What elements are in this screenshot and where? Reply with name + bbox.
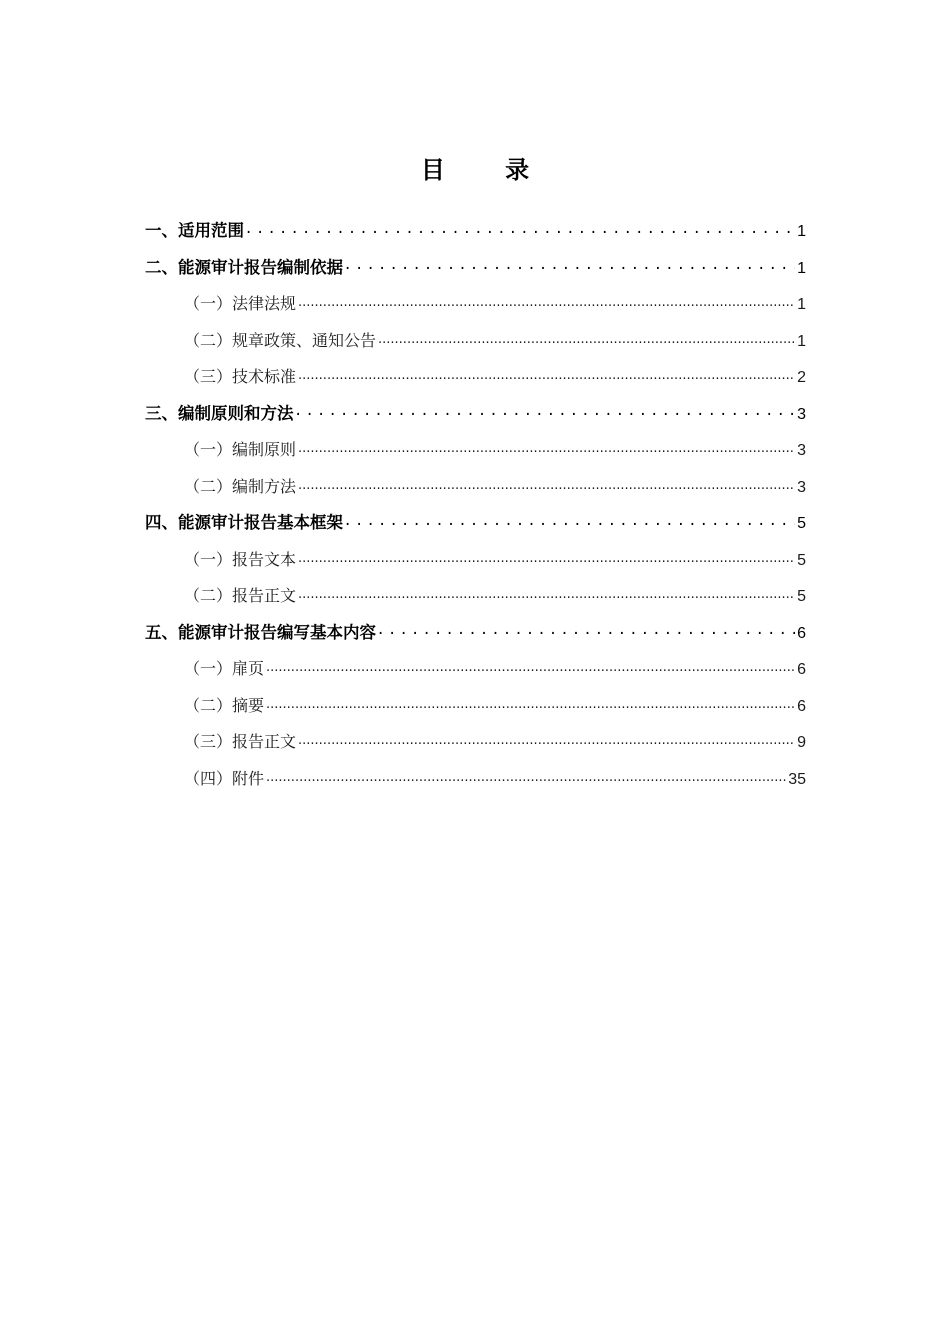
toc-entry-section-4-1[interactable] (145, 542, 806, 579)
toc-entry-text: （一）报告文本 (184, 549, 297, 569)
table-of-contents (145, 213, 806, 797)
toc-entry-text: （一）法律法规 (184, 294, 297, 313)
toc-entry-text: 三、编制原则和方法 (145, 403, 294, 423)
toc-dot-leader (298, 439, 795, 455)
toc-dot-leader (296, 402, 796, 419)
toc-entry-text: （二）规章政策、通知公告 (184, 330, 377, 350)
toc-title: 目 录 (420, 156, 556, 184)
toc-entry-text: 四、能源审计报告基本框架 (145, 513, 343, 532)
toc-entry-text: （二）报告正文 (184, 586, 297, 605)
toc-page-number: 3 (797, 478, 806, 496)
toc-dot-leader (298, 585, 795, 601)
toc-page-number: 5 (797, 515, 806, 532)
toc-entry-section-3-2[interactable] (145, 469, 806, 506)
toc-entry-section-2[interactable] (145, 250, 806, 287)
toc-entry-section-4-2[interactable] (145, 578, 806, 615)
toc-entry-text: 五、能源审计报告编写基本内容 (145, 622, 376, 642)
toc-entry-section-4[interactable] (145, 505, 806, 542)
toc-entry-section-5[interactable] (145, 615, 806, 652)
toc-dot-leader (266, 695, 795, 711)
toc-entry-text: （二）摘要 (184, 695, 265, 715)
toc-entry-text: （一）编制原则 (184, 440, 297, 459)
toc-dot-leader (345, 256, 795, 273)
toc-page-number: 2 (797, 369, 806, 386)
toc-dot-leader (298, 549, 795, 565)
toc-entry-section-5-4[interactable] (145, 761, 806, 798)
toc-page-number: 35 (788, 770, 806, 788)
toc-entry-text: 二、能源审计报告编制依据 (145, 257, 343, 277)
toc-entry-section-2-3[interactable] (145, 359, 806, 396)
toc-page-number: 9 (797, 734, 806, 751)
toc-dot-leader (345, 512, 795, 529)
toc-page-number: 1 (797, 223, 806, 240)
toc-page-number: 5 (797, 551, 806, 569)
toc-entry-section-5-1[interactable] (145, 651, 806, 688)
toc-page-number: 6 (797, 697, 806, 715)
toc-entry-text: 一、适用范围 (145, 221, 244, 240)
toc-entry-section-3-1[interactable] (145, 432, 806, 469)
toc-entry-text: （三）报告正文 (184, 732, 297, 751)
toc-entry-section-2-1[interactable] (145, 286, 806, 323)
toc-dot-leader (378, 330, 795, 346)
toc-page-number: 1 (797, 296, 806, 313)
toc-dot-leader (298, 476, 795, 492)
toc-dot-leader (378, 621, 795, 638)
toc-dot-leader (298, 731, 795, 747)
toc-entry-section-2-2[interactable] (145, 323, 806, 360)
toc-page-number: 5 (797, 588, 806, 605)
toc-dot-leader (266, 658, 795, 674)
toc-entry-text: （四）附件 (184, 768, 265, 788)
toc-entry-text: （二）编制方法 (184, 476, 297, 496)
toc-page-number: 1 (797, 259, 806, 277)
toc-page-number: 1 (797, 332, 806, 350)
toc-entry-text: （三）技术标准 (184, 367, 297, 386)
toc-dot-leader (298, 293, 795, 309)
toc-page-number: 6 (797, 624, 806, 642)
toc-page-number: 3 (797, 405, 806, 423)
toc-dot-leader (246, 220, 795, 237)
toc-page-number: 3 (797, 442, 806, 459)
toc-dot-leader (266, 768, 786, 784)
toc-entry-section-1[interactable] (145, 213, 806, 250)
toc-dot-leader (298, 366, 795, 382)
toc-entry-section-3[interactable] (145, 396, 806, 433)
toc-page-number: 6 (797, 661, 806, 678)
toc-entry-text: （一）扉页 (184, 659, 265, 678)
toc-entry-section-5-3[interactable] (145, 724, 806, 761)
toc-entry-section-5-2[interactable] (145, 688, 806, 725)
